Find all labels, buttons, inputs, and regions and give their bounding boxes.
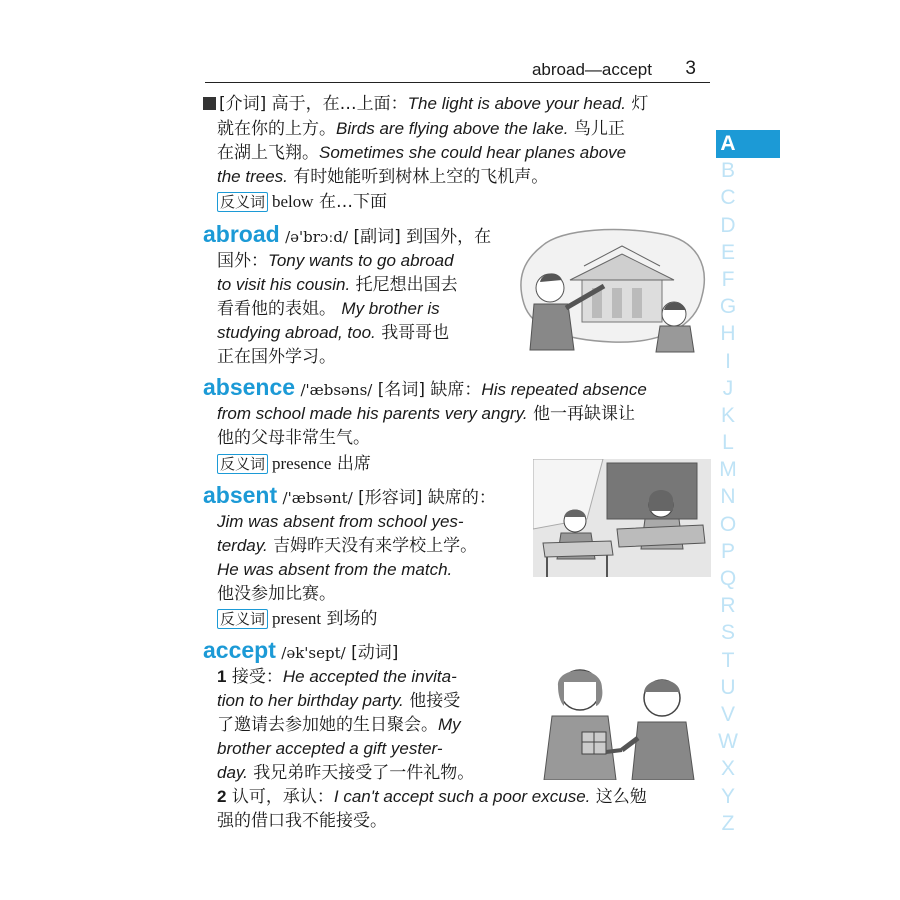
entry-absence-headline: absence /'æbsəns/ [名词] 缺席：His repeated absence [203, 374, 647, 400]
entry-abroad-line-3: to visit his cousin. 托尼想出国去 [217, 275, 458, 295]
alphabet-letter-d[interactable]: D [720, 213, 736, 237]
alphabet-letter-p[interactable]: P [720, 539, 735, 563]
alphabet-letter-x[interactable]: X [720, 757, 735, 781]
illustration-absent [533, 459, 711, 577]
alphabet-letter-c[interactable]: C [720, 186, 736, 210]
entry-accept-line-7: 2 认可，承认：I can't accept such a poor excuse. 这么勉 [217, 787, 647, 807]
entry-abroad-line-5: studying abroad, too. 我哥哥也 [217, 323, 450, 343]
illustration-abroad [512, 226, 712, 354]
entry-accept-line-5: brother accepted a gift yester- [217, 739, 443, 758]
alphabet-letter-h[interactable]: H [720, 322, 736, 346]
entry-abroad-headline: abroad /ə'brɔːd/ [副词] 到国外，在 [203, 221, 492, 247]
alphabet-letter-s[interactable]: S [720, 621, 735, 645]
antonym-tag: 反义词 [217, 192, 268, 212]
illustration-accept [538, 662, 712, 780]
entry-absent-line-5: 他没参加比赛。 [217, 584, 336, 604]
entry-accept-line-4: 了邀请去参加她的生日聚会。My [217, 715, 461, 735]
alphabet-letter-l[interactable]: L [722, 431, 734, 455]
entry-accept-line-8: 强的借口我不能接受。 [217, 811, 387, 831]
alphabet-letter-a[interactable]: A [720, 132, 736, 155]
alphabet-letter-o[interactable]: O [719, 512, 737, 536]
alphabet-letter-j[interactable]: J [722, 376, 734, 400]
entry-accept-line-3: tion to her birthday party. 他接受 [217, 691, 461, 711]
entry-above-line-3: 在湖上飞翔。Sometimes she could hear planes above [217, 143, 627, 163]
entry-absent-line-2: Jim was absent from school yes- [217, 512, 464, 531]
entry-absence-antonym: 反义词 presence 出席 [217, 452, 371, 476]
entry-abroad-line-2: 国外：Tony wants to go abroad [217, 251, 454, 271]
alphabet-letter-i[interactable]: I [725, 349, 731, 373]
entry-accept-line-6: day. 我兄弟昨天接受了一件礼物。 [217, 763, 475, 783]
alphabet-letter-f[interactable]: F [721, 267, 735, 291]
alphabet-letter-e[interactable]: E [720, 240, 735, 264]
alphabet-letter-b[interactable]: B [720, 159, 735, 183]
entry-abroad-line-4: 看看他的表姐。 My brother is [217, 299, 440, 319]
headword-abroad: abroad [203, 221, 280, 247]
entry-absence-line-3: 他的父母非常生气。 [217, 428, 370, 448]
entry-absent-line-4: He was absent from the match. [217, 560, 453, 579]
alphabet-letter-t[interactable]: T [721, 648, 735, 672]
entry-accept-headline: accept /ək'sept/ [动词] [203, 637, 399, 663]
entry-accept-line-2: 1 接受：He accepted the invita- [217, 667, 457, 687]
page-number: 3 [685, 58, 696, 79]
headword-absent: absent [203, 482, 278, 508]
alphabet-letter-u[interactable]: U [720, 675, 736, 699]
antonym-tag: 反义词 [217, 454, 268, 474]
alphabet-letter-g[interactable]: G [719, 295, 737, 319]
page-range: abroad—accept [531, 60, 652, 79]
alphabet-letter-k[interactable]: K [720, 403, 735, 427]
alphabet-letter-z[interactable]: Z [721, 811, 735, 835]
alphabet-letter-y[interactable]: Y [720, 784, 735, 808]
entry-above-antonym: 反义词 below 在…下面 [217, 190, 387, 214]
headword-accept: accept [203, 637, 276, 663]
entry-above-line-4: the trees. 有时她能听到树林上空的飞机声。 [217, 167, 549, 187]
bullet-square-icon [203, 97, 216, 110]
entry-above-line-1: [介词] 高于，在…上面：The light is above your head. 灯 [203, 92, 648, 116]
page-header [205, 58, 710, 83]
entry-absence-line-2: from school made his parents very angry. 他一再缺课让 [217, 404, 635, 424]
alphabet-index [716, 130, 740, 837]
alphabet-letter-v[interactable]: V [720, 702, 735, 726]
antonym-tag: 反义词 [217, 609, 268, 629]
headword-absence: absence [203, 374, 296, 400]
entry-absent-antonym: 反义词 present 到场的 [217, 607, 378, 631]
entry-absent-headline: absent /'æbsənt/ [形容词] 缺席的： [203, 482, 496, 508]
alphabet-letter-m[interactable]: M [719, 458, 737, 482]
entry-above-line-2: 就在你的上方。Birds are flying above the lake. 鸟儿正 [217, 119, 625, 139]
alphabet-letter-q[interactable]: Q [719, 567, 737, 590]
alphabet-letter-n[interactable]: N [720, 485, 736, 509]
alphabet-letter-w[interactable]: W [718, 730, 738, 754]
alphabet-letter-r[interactable]: R [720, 594, 736, 618]
entry-abroad-line-6: 正在国外学习。 [217, 347, 336, 367]
entry-absent-line-3: terday. 吉姆昨天没有来学校上学。 [217, 536, 478, 556]
